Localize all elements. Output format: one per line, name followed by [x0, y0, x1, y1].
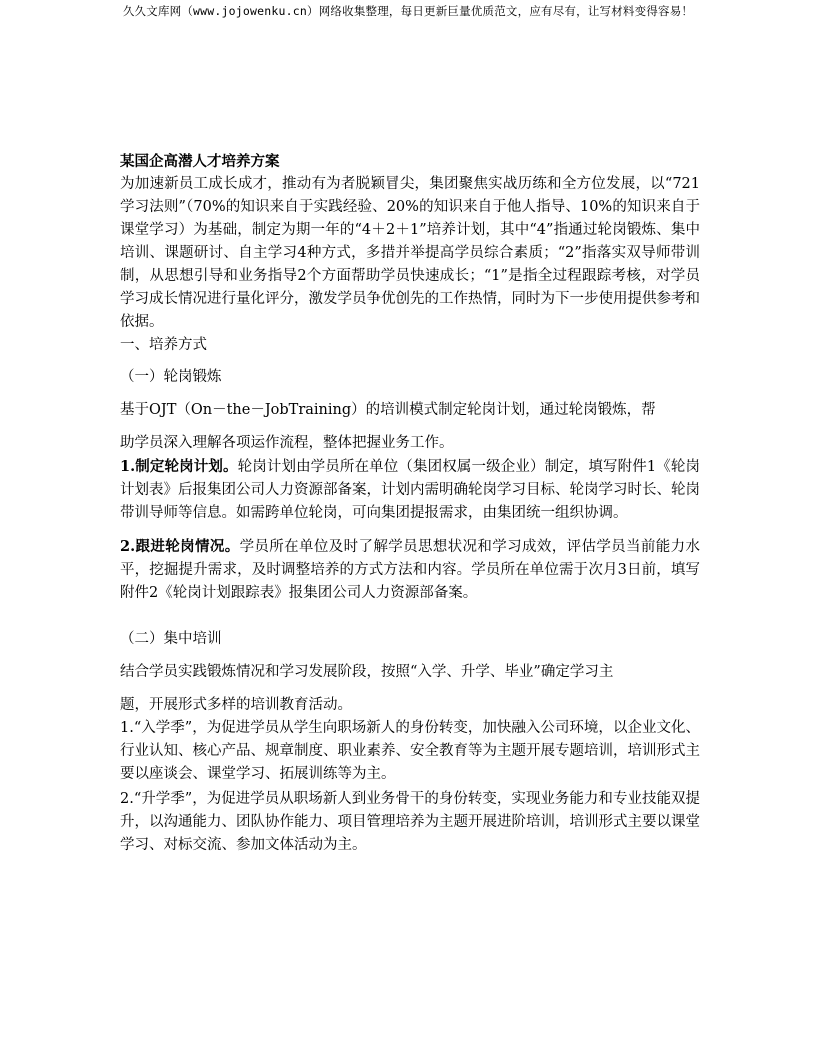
- rotation-item-1-lead: 1.制定轮岗计划。: [120, 458, 238, 475]
- rotation-intro-line-1: 基于OJT（On－the－JobTraining）的培训模式制定轮岗计划，通过轮岗锻炼，帮: [120, 402, 656, 418]
- training-intro-line-2: 题，开展形式多样的培训教育活动。: [120, 697, 352, 713]
- rotation-intro-line-2: 助学员深入理解各项运作流程，整体把握业务工作。: [120, 435, 454, 451]
- rotation-item-2-lead: 2.跟进轮岗情况。: [120, 538, 240, 555]
- rotation-item-2: [120, 535, 700, 605]
- source-banner: 久久文库网（www.jojowenku.cn）网络收集整理，每日更新巨量优质范文，应有尽有，让写材料变得容易！: [122, 4, 694, 18]
- rotation-item-1: [120, 455, 700, 525]
- training-intro-line-1: 结合学员实践锻炼情况和学习发展阶段，按照“入学、升学、毕业”确定学习主: [120, 664, 614, 680]
- document-title: 某国企高潜人才培养方案: [120, 153, 280, 170]
- subsection-heading-rotation: （一）轮岗锻炼: [120, 369, 222, 385]
- training-item-1: 1.“入学季”，为促进学员从学生向职场新人的身份转变，加快融入公司环境，以企业文化、行业认知、核心产品、规章制度、职业素养、安全教育等为主题开展专题培训，培训形式主要以座谈会、课堂学习、拓展训练等为主。: [120, 720, 700, 782]
- rotation-item-1-text: 轮岗计划由学员所在单位（集团权属一级企业）制定，填写附件1《轮岗计划表》后报集团公司人力资源部备案，计划内需明确轮岗学习目标、轮岗学习时长、轮岗带训导师等信息。如需跨单位轮岗，可向集团提报需求，由集团统一组织协调。: [120, 459, 700, 521]
- training-item-2: 2.“升学季”，为促进学员从职场新人到业务骨干的身份转变，实现业务能力和专业技能双提升，以沟通能力、团队协作能力、项目管理培养为主题开展进阶培训，培训形式主要以课堂学习、对标交流、参加文体活动为主。: [120, 791, 700, 853]
- subsection-heading-training: （二）集中培训: [120, 631, 222, 647]
- rotation-item-2-text: 学员所在单位及时了解学员思想状况和学习成效，评估学员当前能力水平，挖掘提升需求，及时调整培养的方式方法和内容。学员所在单位需于次月3日前，填写附件2《轮岗计划跟踪表》报集团公司人力资源部备案。: [120, 539, 701, 601]
- section-heading-1: 一、培养方式: [120, 337, 207, 353]
- document-body: [120, 151, 700, 857]
- intro-paragraph: 为加速新员工成长成才，推动有为者脱颖冒尖，集团聚焦实战历练和全方位发展，以“721学习法则”（70%的知识来自于实践经验、20%的知识来自于他人指导、10%的知识来自于课堂学习）为基础，制定为期一年的“4＋2＋1”培养计划，其中“4”指通过轮岗锻炼、集中培训、课题研讨、自主学习4种方式，多措并举提高学员综合素质；“2”指落实双导师带训制，从思想引导和业务指导2个方面帮助学员快速成长；“1”是指全过程跟踪考核，对学员学习成长情况进行量化评分，激发学员争优创先的工作热情，同时为下一步使用提供参考和依据。: [120, 176, 700, 330]
